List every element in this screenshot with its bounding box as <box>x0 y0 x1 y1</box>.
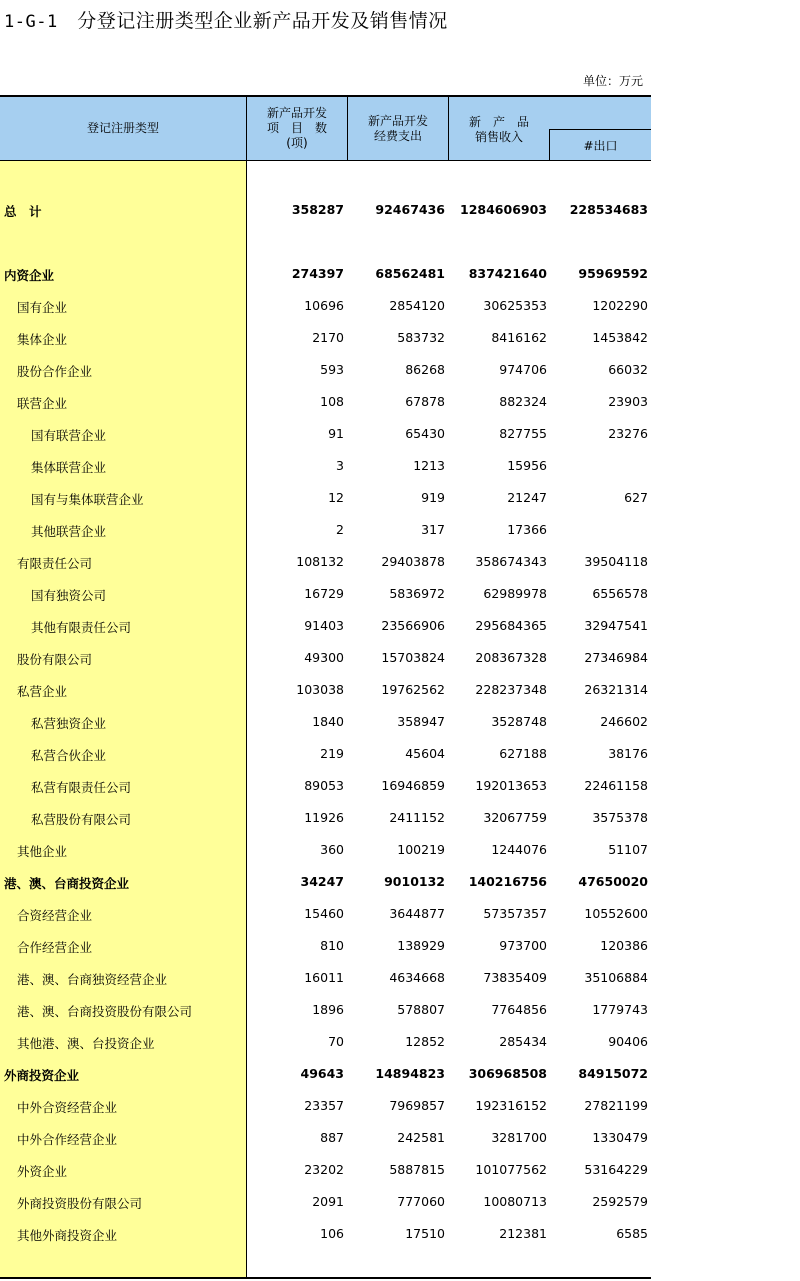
row-label: 有限责任公司 <box>17 556 93 571</box>
row-label: 外商投资股份有限公司 <box>17 1196 143 1211</box>
row-value: 14894823 <box>375 1066 445 1081</box>
table-row <box>0 808 651 828</box>
row-value: 2411152 <box>389 810 445 825</box>
row-value: 3528748 <box>491 714 547 729</box>
row-value: 30625353 <box>483 298 547 313</box>
table-row <box>0 968 651 988</box>
header-divider <box>347 97 348 161</box>
row-value: 84915072 <box>578 1066 648 1081</box>
row-value: 2091 <box>312 1194 344 1209</box>
row-label: 港、澳、台商投资股份有限公司 <box>17 1004 193 1019</box>
row-value: 3 <box>336 458 344 473</box>
row-label: 其他外商投资企业 <box>17 1228 118 1243</box>
row-value: 1840 <box>312 714 344 729</box>
row-value: 86268 <box>405 362 445 377</box>
header-divider <box>549 129 651 130</box>
row-label: 私营合伙企业 <box>31 748 107 763</box>
table-row <box>0 648 651 668</box>
row-value: 2170 <box>312 330 344 345</box>
table-row <box>0 680 651 700</box>
row-value: 17510 <box>405 1226 445 1241</box>
row-value: 246602 <box>600 714 648 729</box>
row-label: 中外合作经营企业 <box>17 1132 118 1147</box>
table-row <box>0 584 651 604</box>
row-value: 627188 <box>499 746 547 761</box>
row-value: 26321314 <box>584 682 648 697</box>
row-value: 23276 <box>608 426 648 441</box>
row-value: 8416162 <box>491 330 547 345</box>
row-value: 138929 <box>397 938 445 953</box>
row-value: 2 <box>336 522 344 537</box>
row-label: 外商投资企业 <box>4 1068 80 1083</box>
row-value: 3575378 <box>592 810 648 825</box>
row-value: 358674343 <box>475 554 547 569</box>
row-value: 6585 <box>616 1226 648 1241</box>
row-value: 38176 <box>608 746 648 761</box>
row-label: 合作经营企业 <box>17 940 93 955</box>
row-value: 19762562 <box>381 682 445 697</box>
row-value: 3281700 <box>491 1130 547 1145</box>
header-divider <box>549 129 550 161</box>
row-label: 国有企业 <box>17 300 68 315</box>
row-value: 228237348 <box>475 682 547 697</box>
row-value: 2592579 <box>592 1194 648 1209</box>
row-value: 578807 <box>397 1002 445 1017</box>
table-row <box>0 200 651 220</box>
row-label: 其他联营企业 <box>31 524 107 539</box>
row-value: 89053 <box>304 778 344 793</box>
row-value: 23202 <box>304 1162 344 1177</box>
row-value: 53164229 <box>584 1162 648 1177</box>
row-value: 2854120 <box>389 298 445 313</box>
row-value: 32067759 <box>483 810 547 825</box>
row-value: 295684365 <box>475 618 547 633</box>
row-value: 49300 <box>304 650 344 665</box>
table-row <box>0 360 651 380</box>
row-value: 973700 <box>499 938 547 953</box>
row-value: 39504118 <box>584 554 648 569</box>
row-value: 7969857 <box>389 1098 445 1113</box>
row-value: 777060 <box>397 1194 445 1209</box>
row-value: 16946859 <box>381 778 445 793</box>
table-row <box>0 1032 651 1052</box>
header-sales-line2: 销售收入 <box>474 130 523 144</box>
header-expense-line1: 新产品开发 <box>367 113 428 128</box>
row-label: 其他企业 <box>17 844 68 859</box>
row-value: 73835409 <box>483 970 547 985</box>
row-value: 100219 <box>397 842 445 857</box>
table-row <box>0 328 651 348</box>
row-label: 私营有限责任公司 <box>31 780 132 795</box>
table-row <box>0 520 651 540</box>
row-label: 合资经营企业 <box>17 908 93 923</box>
row-value: 29403878 <box>381 554 445 569</box>
row-value: 92467436 <box>375 202 445 217</box>
row-value: 919 <box>421 490 445 505</box>
row-value: 827755 <box>499 426 547 441</box>
table-code: 1-G-1 <box>4 12 58 32</box>
row-value: 1896 <box>312 1002 344 1017</box>
table-row <box>0 1128 651 1148</box>
row-value: 1284606903 <box>460 202 547 217</box>
row-value: 974706 <box>499 362 547 377</box>
row-value: 32947541 <box>584 618 648 633</box>
row-value: 47650020 <box>578 874 648 889</box>
row-label: 内资企业 <box>4 268 55 283</box>
row-value: 108132 <box>296 554 344 569</box>
row-value: 101077562 <box>475 1162 547 1177</box>
table-row <box>0 616 651 636</box>
row-value: 360 <box>320 842 344 857</box>
table-row <box>0 424 651 444</box>
row-value: 35106884 <box>584 970 648 985</box>
row-label: 私营企业 <box>17 684 68 699</box>
row-label: 其他有限责任公司 <box>31 620 132 635</box>
row-value: 317 <box>421 522 445 537</box>
row-label: 国有联营企业 <box>31 428 107 443</box>
row-value: 242581 <box>397 1130 445 1145</box>
row-value: 23566906 <box>381 618 445 633</box>
row-value: 70 <box>328 1034 344 1049</box>
row-value: 27346984 <box>584 650 648 665</box>
row-value: 57357357 <box>483 906 547 921</box>
row-value: 285434 <box>499 1034 547 1049</box>
row-value: 882324 <box>499 394 547 409</box>
table-row <box>0 840 651 860</box>
row-label: 私营独资企业 <box>31 716 107 731</box>
row-value: 306968508 <box>468 1066 547 1081</box>
row-label: 外资企业 <box>17 1164 68 1179</box>
header-sales-line1: 新 产 品 <box>468 115 529 129</box>
row-label: 联营企业 <box>17 396 68 411</box>
page-title <box>4 6 448 33</box>
table-row <box>0 872 651 892</box>
row-value: 90406 <box>608 1034 648 1049</box>
row-value: 219 <box>320 746 344 761</box>
row-value: 810 <box>320 938 344 953</box>
row-value: 9010132 <box>384 874 445 889</box>
row-value: 358947 <box>397 714 445 729</box>
row-value: 68562481 <box>375 266 445 281</box>
row-value: 51107 <box>608 842 648 857</box>
row-value: 17366 <box>507 522 547 537</box>
row-value: 106 <box>320 1226 344 1241</box>
row-value: 212381 <box>499 1226 547 1241</box>
table-row <box>0 1224 651 1244</box>
row-value: 23357 <box>304 1098 344 1113</box>
row-value: 228534683 <box>569 202 648 217</box>
header-expense-line2: 经费支出 <box>373 128 422 143</box>
row-value: 274397 <box>291 266 344 281</box>
row-label: 港、澳、台商独资经营企业 <box>17 972 168 987</box>
row-value: 5887815 <box>389 1162 445 1177</box>
row-value: 10552600 <box>584 906 648 921</box>
row-value: 5836972 <box>389 586 445 601</box>
row-label: 股份有限公司 <box>17 652 93 667</box>
row-value: 15956 <box>507 458 547 473</box>
row-value: 208367328 <box>475 650 547 665</box>
row-value: 16729 <box>304 586 344 601</box>
table-row <box>0 488 651 508</box>
row-value: 11926 <box>304 810 344 825</box>
row-value: 23903 <box>608 394 648 409</box>
row-value: 7764856 <box>491 1002 547 1017</box>
row-value: 10696 <box>304 298 344 313</box>
header-projects-line1: 新产品开发 <box>266 106 327 120</box>
row-label: 中外合资经营企业 <box>17 1100 118 1115</box>
row-value: 3644877 <box>389 906 445 921</box>
table-row <box>0 744 651 764</box>
row-value: 62989978 <box>483 586 547 601</box>
row-label: 国有与集体联营企业 <box>31 492 144 507</box>
header-projects-line2: 项 目 数 <box>266 121 327 135</box>
row-value: 12 <box>328 490 344 505</box>
unit-label: 单位：万元 <box>583 74 644 88</box>
row-value: 45604 <box>405 746 445 761</box>
header-export: #出口 <box>583 138 618 153</box>
row-label: 集体企业 <box>17 332 68 347</box>
row-value: 192316152 <box>475 1098 547 1113</box>
row-value: 358287 <box>291 202 344 217</box>
row-label: 国有独资公司 <box>31 588 107 603</box>
row-value: 1779743 <box>592 1002 648 1017</box>
row-value: 66032 <box>608 362 648 377</box>
row-value: 65430 <box>405 426 445 441</box>
header-registration-type: 登记注册类型 <box>86 121 159 135</box>
row-value: 91 <box>328 426 344 441</box>
row-value: 91403 <box>304 618 344 633</box>
row-value: 837421640 <box>468 266 547 281</box>
table-row <box>0 296 651 316</box>
row-value: 67878 <box>405 394 445 409</box>
row-value: 887 <box>320 1130 344 1145</box>
row-value: 593 <box>320 362 344 377</box>
row-value: 12852 <box>405 1034 445 1049</box>
table-row <box>0 1064 651 1084</box>
table-row <box>0 392 651 412</box>
row-value: 1202290 <box>592 298 648 313</box>
table-header <box>0 95 651 161</box>
row-value: 22461158 <box>584 778 648 793</box>
header-sales <box>449 97 549 161</box>
row-value: 140216756 <box>468 874 547 889</box>
table-row <box>0 456 651 476</box>
row-value: 1453842 <box>592 330 648 345</box>
table-bottom-rule <box>0 1277 651 1279</box>
row-label: 总 计 <box>4 204 42 219</box>
table-row <box>0 776 651 796</box>
table-row <box>0 552 651 572</box>
row-value: 95969592 <box>578 266 648 281</box>
row-value: 6556578 <box>592 586 648 601</box>
row-label: 私营股份有限公司 <box>31 812 132 827</box>
row-label: 其他港、澳、台投资企业 <box>17 1036 155 1051</box>
row-value: 1244076 <box>491 842 547 857</box>
row-label: 股份合作企业 <box>17 364 93 379</box>
table-row <box>0 712 651 732</box>
row-value: 103038 <box>296 682 344 697</box>
row-value: 120386 <box>600 938 648 953</box>
row-value: 34247 <box>300 874 344 889</box>
row-value: 1330479 <box>592 1130 648 1145</box>
row-value: 15460 <box>304 906 344 921</box>
row-value: 49643 <box>300 1066 344 1081</box>
row-value: 108 <box>320 394 344 409</box>
header-projects <box>247 97 347 160</box>
row-value: 4634668 <box>389 970 445 985</box>
header-projects-line3: (项) <box>286 136 308 150</box>
table-row <box>0 1192 651 1212</box>
row-value: 16011 <box>304 970 344 985</box>
table-title: 分登记注册类型企业新产品开发及销售情况 <box>77 10 448 32</box>
row-value: 27821199 <box>584 1098 648 1113</box>
row-value: 1213 <box>413 458 445 473</box>
header-expense <box>348 97 448 160</box>
row-label: 集体联营企业 <box>31 460 107 475</box>
header-divider <box>448 97 449 161</box>
row-value: 583732 <box>397 330 445 345</box>
row-value: 627 <box>624 490 648 505</box>
table-row <box>0 1000 651 1020</box>
row-value: 192013653 <box>475 778 547 793</box>
table-row <box>0 904 651 924</box>
table-row <box>0 1160 651 1180</box>
table-row <box>0 264 651 284</box>
table-row <box>0 936 651 956</box>
row-value: 21247 <box>507 490 547 505</box>
table-row <box>0 1096 651 1116</box>
row-value: 10080713 <box>483 1194 547 1209</box>
row-label: 港、澳、台商投资企业 <box>4 876 130 891</box>
row-value: 15703824 <box>381 650 445 665</box>
